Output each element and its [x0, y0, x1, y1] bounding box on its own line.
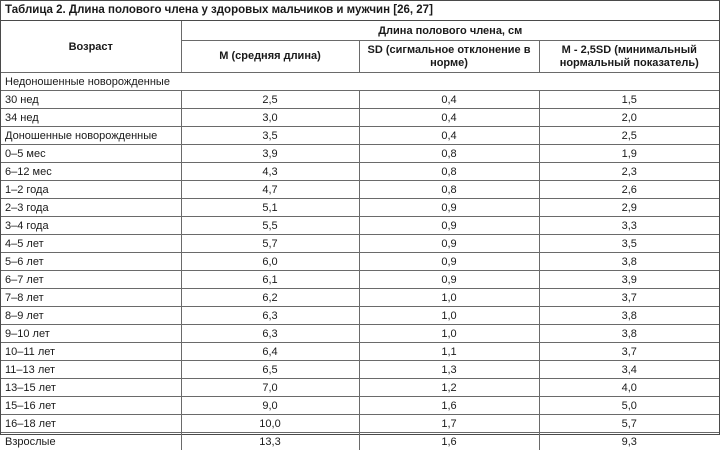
age-cell: 13–15 лет: [1, 379, 181, 397]
table-row: [1, 253, 719, 271]
min-cell: 4,0: [539, 379, 719, 397]
table-row: [1, 433, 719, 450]
age-cell: 6–12 мес: [1, 163, 181, 181]
sd-cell: 1,1: [359, 343, 539, 361]
sd-cell: 0,8: [359, 145, 539, 163]
min-cell: 2,5: [539, 127, 719, 145]
mean-cell: 3,9: [181, 145, 359, 163]
sd-cell: 0,8: [359, 181, 539, 199]
mean-cell: 10,0: [181, 415, 359, 433]
table-row: [1, 235, 719, 253]
mean-cell: 13,3: [181, 433, 359, 450]
table-row: [1, 415, 719, 433]
sd-cell: 0,9: [359, 199, 539, 217]
mean-cell: 6,5: [181, 361, 359, 379]
age-cell: 1–2 года: [1, 181, 181, 199]
min-cell: 2,9: [539, 199, 719, 217]
mean-cell: 6,2: [181, 289, 359, 307]
age-column-header: Возраст: [1, 21, 181, 73]
min-cell: 3,5: [539, 235, 719, 253]
sd-cell: 1,6: [359, 397, 539, 415]
sd-cell: 1,0: [359, 325, 539, 343]
table-row: [1, 325, 719, 343]
age-cell: 7–8 лет: [1, 289, 181, 307]
age-cell: 8–9 лет: [1, 307, 181, 325]
table-row: [1, 271, 719, 289]
table-row: [1, 199, 719, 217]
sd-cell: 1,2: [359, 379, 539, 397]
mean-cell: 4,7: [181, 181, 359, 199]
sd-cell: 0,4: [359, 91, 539, 109]
sd-cell: 0,8: [359, 163, 539, 181]
min-cell: 1,9: [539, 145, 719, 163]
table-row: [1, 397, 719, 415]
min-cell: 5,7: [539, 415, 719, 433]
age-cell: 10–11 лет: [1, 343, 181, 361]
table-row: [1, 361, 719, 379]
mean-cell: 4,3: [181, 163, 359, 181]
sd-cell: 0,9: [359, 253, 539, 271]
mean-cell: 7,0: [181, 379, 359, 397]
mean-cell: 6,4: [181, 343, 359, 361]
penile-length-table: [1, 21, 719, 450]
sd-cell: 1,0: [359, 307, 539, 325]
sd-column-header: SD (сигмальное отклонение в норме): [359, 41, 539, 73]
length-group-header: Длина полового члена, см: [181, 21, 719, 41]
age-cell: 34 нед: [1, 109, 181, 127]
age-cell: 9–10 лет: [1, 325, 181, 343]
age-cell: 15–16 лет: [1, 397, 181, 415]
min-cell: 2,0: [539, 109, 719, 127]
table-row: [1, 109, 719, 127]
table-row: [1, 343, 719, 361]
age-cell: 2–3 года: [1, 199, 181, 217]
table-row: [1, 181, 719, 199]
min-cell: 1,5: [539, 91, 719, 109]
table-row: [1, 163, 719, 181]
mean-cell: 3,0: [181, 109, 359, 127]
sd-cell: 0,4: [359, 127, 539, 145]
table-row: [1, 289, 719, 307]
table-row: [1, 145, 719, 163]
mean-cell: 5,7: [181, 235, 359, 253]
min-cell: 2,6: [539, 181, 719, 199]
mean-cell: 6,1: [181, 271, 359, 289]
mean-cell: 5,1: [181, 199, 359, 217]
age-cell: 30 нед: [1, 91, 181, 109]
mean-cell: 2,5: [181, 91, 359, 109]
sd-cell: 0,9: [359, 235, 539, 253]
group-label: Недоношенные новорожденные: [1, 73, 719, 91]
age-cell: 6–7 лет: [1, 271, 181, 289]
header-row-1: [1, 21, 719, 41]
min-cell: 3,8: [539, 325, 719, 343]
sd-cell: 1,7: [359, 415, 539, 433]
mean-cell: 6,3: [181, 307, 359, 325]
min-cell: 5,0: [539, 397, 719, 415]
group-row-premature: [1, 73, 719, 91]
mean-column-header: M (средняя длина): [181, 41, 359, 73]
table-row: [1, 379, 719, 397]
age-cell: 4–5 лет: [1, 235, 181, 253]
min-cell: 3,7: [539, 343, 719, 361]
age-cell: 3–4 года: [1, 217, 181, 235]
age-cell: Доношенные новорожденные: [1, 127, 181, 145]
mean-cell: 6,3: [181, 325, 359, 343]
sd-cell: 1,6: [359, 433, 539, 450]
mean-cell: 9,0: [181, 397, 359, 415]
min-cell: 2,3: [539, 163, 719, 181]
sd-cell: 1,3: [359, 361, 539, 379]
sd-cell: 0,9: [359, 217, 539, 235]
table-row: [1, 307, 719, 325]
min-cell: 3,8: [539, 307, 719, 325]
min-column-header: M - 2,5SD (минимальный нормальный показатель): [539, 41, 719, 73]
table-row: [1, 91, 719, 109]
age-cell: 0–5 мес: [1, 145, 181, 163]
sd-cell: 0,4: [359, 109, 539, 127]
min-cell: 3,7: [539, 289, 719, 307]
sd-cell: 1,0: [359, 289, 539, 307]
table-row: [1, 217, 719, 235]
age-cell: 16–18 лет: [1, 415, 181, 433]
sd-cell: 0,9: [359, 271, 539, 289]
mean-cell: 5,5: [181, 217, 359, 235]
age-cell: Взрослые: [1, 433, 181, 450]
min-cell: 3,8: [539, 253, 719, 271]
table-row: [1, 127, 719, 145]
table-caption: Таблица 2. Длина полового члена у здоровых мальчиков и мужчин [26, 27]: [1, 1, 719, 21]
min-cell: 9,3: [539, 433, 719, 450]
mean-cell: 6,0: [181, 253, 359, 271]
age-cell: 11–13 лет: [1, 361, 181, 379]
mean-cell: 3,5: [181, 127, 359, 145]
min-cell: 3,3: [539, 217, 719, 235]
min-cell: 3,9: [539, 271, 719, 289]
age-cell: 5–6 лет: [1, 253, 181, 271]
min-cell: 3,4: [539, 361, 719, 379]
